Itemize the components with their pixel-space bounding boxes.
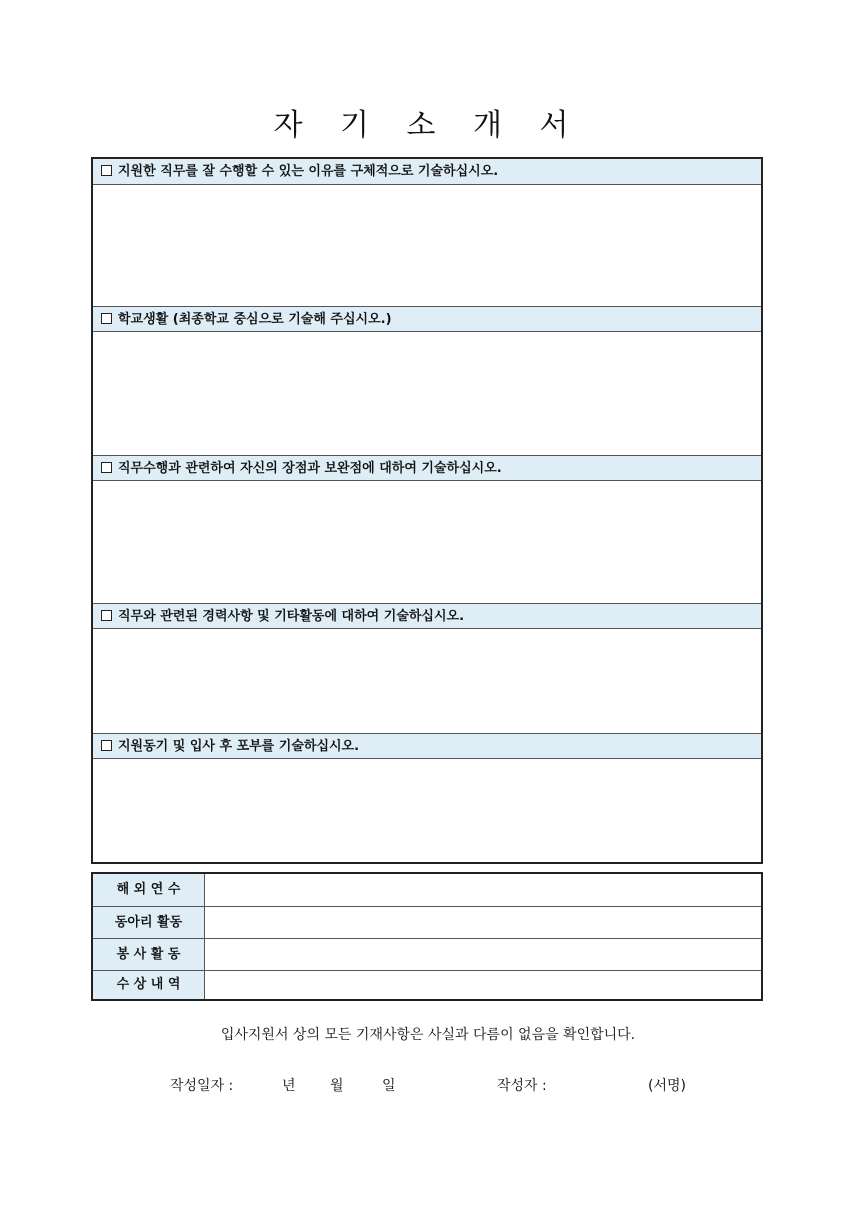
section-label: 직무수행과 관련하여 자신의 장점과 보완점에 대하여 기술하십시오. — [118, 461, 502, 476]
activity-value-field[interactable] — [205, 874, 761, 906]
section-header — [93, 306, 761, 332]
activity-row-club — [93, 906, 761, 938]
activity-label: 봉 사 활 동 — [93, 939, 205, 970]
checkbox-icon — [101, 610, 112, 621]
activity-row-overseas — [93, 874, 761, 906]
signature-label: (서명) — [648, 1078, 686, 1094]
activity-label: 수 상 내 역 — [93, 971, 205, 999]
page-title: 자 기 소 개 서 — [273, 108, 583, 143]
answer-area[interactable] — [93, 629, 761, 733]
section-header — [93, 159, 761, 185]
section-label: 학교생활 (최종학교 중심으로 기술해 주십시오.) — [118, 312, 392, 327]
activity-label: 해 외 연 수 — [93, 874, 205, 906]
date-label: 작성일자 : — [170, 1078, 234, 1094]
activity-label: 동아리 활동 — [93, 907, 205, 938]
checkbox-icon — [101, 313, 112, 324]
section-header — [93, 455, 761, 481]
section-header — [93, 733, 761, 759]
checkbox-icon — [101, 740, 112, 751]
year-label: 년 — [282, 1078, 296, 1094]
answer-area[interactable] — [93, 481, 761, 603]
answer-area[interactable] — [93, 185, 761, 306]
section-strengths — [93, 455, 761, 603]
confirmation-statement: 입사지원서 상의 모든 기재사항은 사실과 다름이 없음을 확인합니다. — [220, 1027, 636, 1043]
section-header — [93, 603, 761, 629]
answer-area[interactable] — [93, 332, 761, 455]
section-motivation — [93, 733, 761, 862]
checkbox-icon — [101, 165, 112, 176]
activity-row-awards — [93, 970, 761, 999]
answer-area[interactable] — [93, 759, 761, 862]
activity-value-field[interactable] — [205, 971, 761, 999]
section-label: 지원동기 및 입사 후 포부를 기술하십시오. — [118, 739, 360, 754]
section-label: 지원한 직무를 잘 수행할 수 있는 이유를 구체적으로 기술하십시오. — [118, 164, 499, 179]
section-school-life — [93, 306, 761, 455]
section-experience — [93, 603, 761, 733]
section-job-fit — [93, 159, 761, 306]
author-label: 작성자 : — [497, 1078, 547, 1094]
activity-value-field[interactable] — [205, 939, 761, 970]
essay-form — [91, 157, 763, 864]
activities-table — [91, 872, 763, 1001]
checkbox-icon — [101, 462, 112, 473]
day-label: 일 — [382, 1078, 396, 1094]
section-label: 직무와 관련된 경력사항 및 기타활동에 대하여 기술하십시오. — [118, 609, 465, 624]
activity-row-volunteer — [93, 938, 761, 970]
activity-value-field[interactable] — [205, 907, 761, 938]
month-label: 월 — [330, 1078, 344, 1094]
